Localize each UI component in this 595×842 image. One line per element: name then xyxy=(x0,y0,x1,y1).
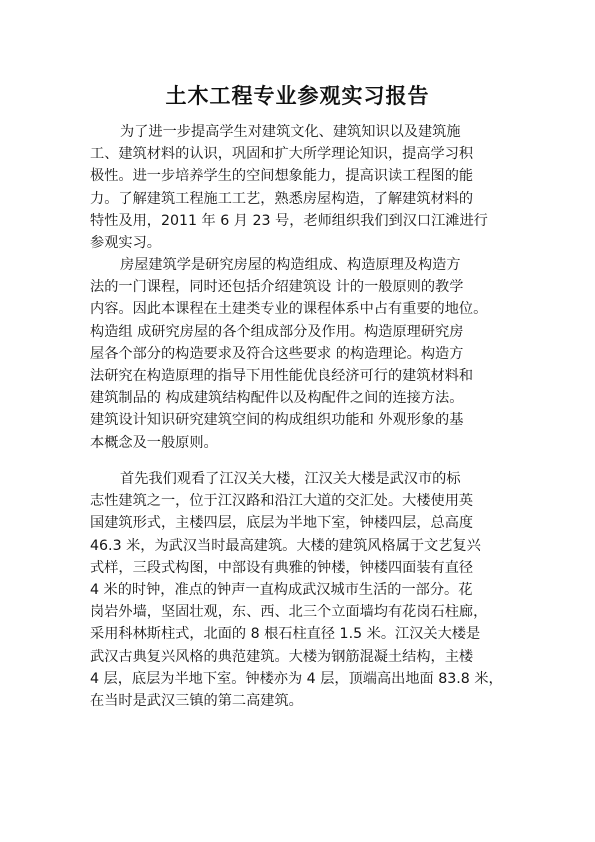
paragraph-line: 4 层，底层为半地下室。钟楼亦为 4 层，顶端高出地面 83.8 米， xyxy=(90,670,503,687)
paragraph-line: 房屋建筑学是研究房屋的构造组成、构造原理及构造方 xyxy=(120,257,461,273)
paragraph-line: 内容。因此本课程在土建类专业的课程体系中占有重要的地位。 xyxy=(90,301,488,318)
paragraph-line: 法的一门课程，同时还包括介绍建筑设 计的一般原则的教学 xyxy=(90,279,464,296)
paragraph-line: 极性。进一步培养学生的空间想象能力，提高识读工程图的能 xyxy=(90,168,474,185)
paragraph-line: 武汉古典复兴风格的典范建筑。大楼为钢筋混凝土结构，主楼 xyxy=(90,648,474,665)
paragraph-line: 在当时是武汉三镇的第二高建筑。 xyxy=(90,693,303,709)
paragraph-line: 建筑设计知识研究建筑空间的构成组织功能和 外观形象的基 xyxy=(90,412,464,429)
paragraph-line: 采用科林斯柱式，北面的 8 根石柱直径 1.5 米。江汉关大楼是 xyxy=(90,626,481,643)
paragraph-line: 工、建筑材料的认识，巩固和扩大所学理论知识，提高学习积 xyxy=(90,146,474,163)
paragraph-line: 国建筑形式，主楼四层，底层为半地下室，钟楼四层，总高度 xyxy=(90,515,474,532)
paragraph-line: 岗岩外墙，坚固壮观，东、西、北三个立面墙均有花岗石柱廊， xyxy=(90,604,488,621)
paragraph-line: 为了进一步提高学生对建筑文化、建筑知识以及建筑施 xyxy=(120,124,461,140)
paragraph-line: 屋各个部分的构造要求及符合这些要求 的构造理论。构造方 xyxy=(90,345,464,362)
paragraph-line: 建筑制品的 构成建筑结构配件以及构配件之间的连接方法。 xyxy=(90,390,464,407)
paragraph-line: 本概念及一般原则。 xyxy=(90,434,218,451)
paragraph-line: 首先我们观看了江汉关大楼，江汉关大楼是武汉市的标 xyxy=(120,471,461,487)
paragraph-line: 力。了解建筑工程施工工艺，熟悉房屋构造，了解建筑材料的 xyxy=(90,190,474,207)
paragraph-line: 志性建筑之一，位于江汉路和沿江大道的交汇处。大楼使用英 xyxy=(90,493,474,510)
paragraph-line: 参观实习。 xyxy=(90,235,161,251)
paragraph-line: 46.3 米，为武汉当时最高建筑。大楼的建筑风格属于文艺复兴 xyxy=(90,537,481,554)
paragraph-line: 4 米的时钟，准点的钟声一直构成武汉城市生活的一部分。花 xyxy=(90,582,473,598)
document-title: 土木工程专业参观实习报告 xyxy=(165,84,430,108)
paragraph-line: 特性及用，2011 年 6 月 23 号，老师组织我们到汉口江滩进行 xyxy=(90,212,488,229)
paragraph-line: 式样，三段式构图，中部设有典雅的钟楼，钟楼四面装有直径 xyxy=(90,559,474,576)
paragraph-line: 构造组 成研究房屋的各个组成部分及作用。构造原理研究房 xyxy=(90,323,464,340)
paragraph-line: 法研究在构造原理的指导下用性能优良经济可行的建筑材料和 xyxy=(90,368,474,384)
